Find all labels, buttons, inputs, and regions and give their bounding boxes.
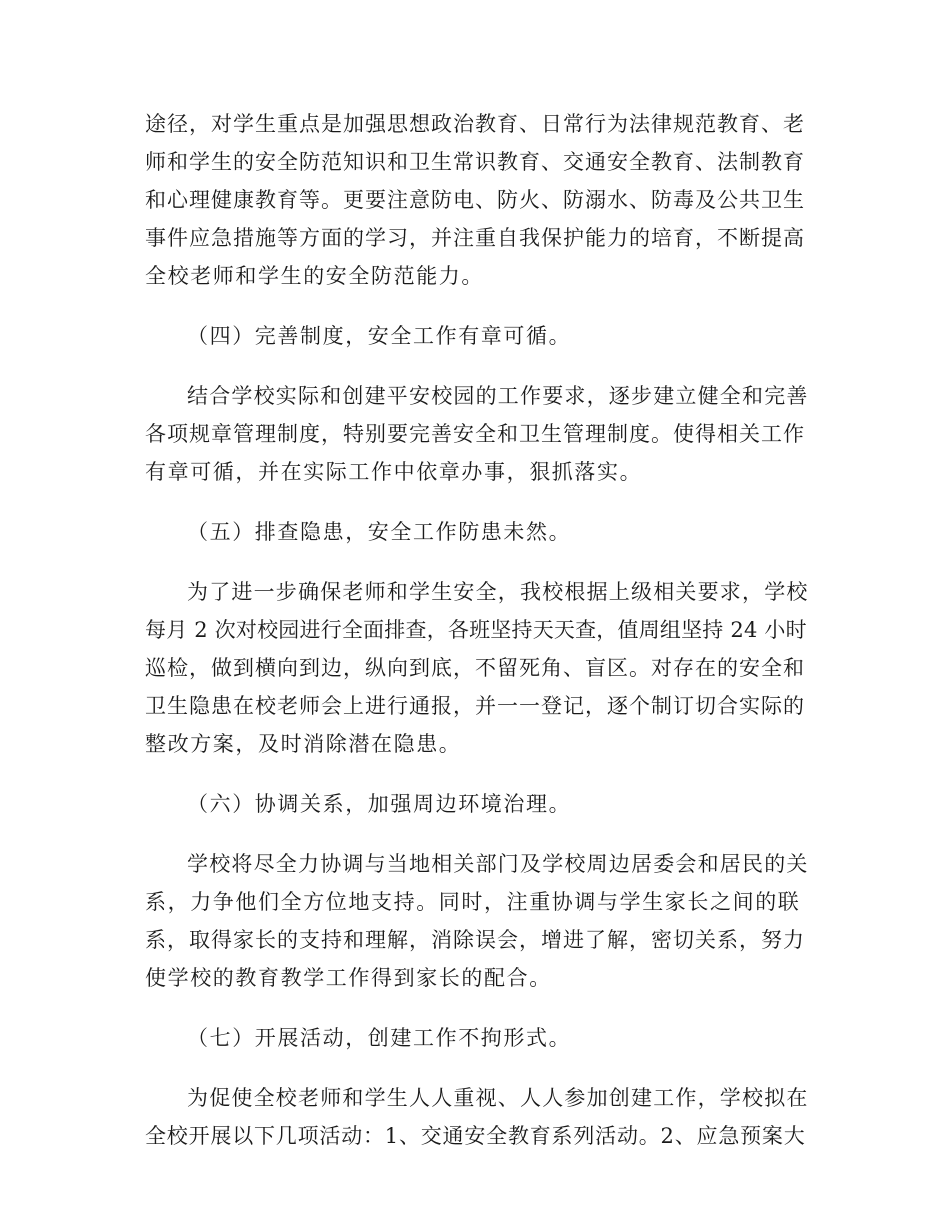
paragraph-line: 途径，对学生重点是加强思想政治教育、日常行为法律规范教育、老: [145, 112, 805, 136]
heading-text: （四）完善制度，安全工作有章可循。: [187, 324, 572, 348]
paragraph-safety-education: [145, 105, 810, 295]
paragraph-line: 和心理健康教育等。更要注意防电、防火、防溺水、防毒及公共卫生: [145, 188, 805, 212]
section-heading-4: [145, 317, 810, 355]
paragraph-line: 全校开展以下几项活动：1、交通安全教育系列活动。2、应急预案大: [145, 1124, 806, 1148]
paragraph-line: 巡检，做到横向到边，纵向到底，不留死角、盲区。对存在的安全和: [145, 656, 805, 680]
paragraph-line: 系，取得家长的支持和理解，消除误会，增进了解，密切关系，努力: [145, 928, 805, 952]
paragraph-line: 整改方案，及时消除潜在隐患。: [145, 732, 462, 756]
paragraph-line: 有章可循，并在实际工作中依章办事，狠抓落实。: [145, 460, 643, 484]
paragraph-line: 各项规章管理制度，特别要完善安全和卫生管理制度。使得相关工作: [145, 422, 805, 446]
paragraph-line: 学校将尽全力协调与当地相关部门及学校周边居委会和居民的关: [187, 852, 809, 876]
paragraph-line: 为促使全校老师和学生人人重视、人人参加创建工作，学校拟在: [187, 1086, 809, 1110]
paragraph-hazard-inspection: [145, 573, 810, 763]
paragraph-line: 卫生隐患在校老师会上进行通报，并一一登记，逐个制订切合实际的: [145, 694, 805, 718]
paragraph-line: 全校老师和学生的安全防范能力。: [145, 264, 484, 288]
paragraph-line: 为了进一步确保老师和学生安全，我校根据上级相关要求，学校: [187, 580, 809, 604]
section-heading-6: [145, 785, 810, 823]
paragraph-regulations: [145, 377, 810, 491]
section-heading-5: [145, 513, 810, 551]
paragraph-coordination: [145, 845, 810, 997]
heading-text: （六）协调关系，加强周边环境治理。: [187, 792, 572, 816]
heading-text: （五）排查隐患，安全工作防患未然。: [187, 520, 572, 544]
paragraph-line: 使学校的教育教学工作得到家长的配合。: [145, 966, 552, 990]
paragraph-line: 结合学校实际和创建平安校园的工作要求，逐步建立健全和完善: [187, 384, 809, 408]
paragraph-activities: [145, 1079, 810, 1155]
heading-text: （七）开展活动，创建工作不拘形式。: [187, 1026, 572, 1050]
section-heading-7: [145, 1019, 810, 1057]
document-body: [145, 105, 810, 1155]
paragraph-line: 事件应急措施等方面的学习，并注重自我保护能力的培育，不断提高: [145, 226, 805, 250]
paragraph-line: 师和学生的安全防范知识和卫生常识教育、交通安全教育、法制教育: [145, 150, 805, 174]
paragraph-line: 系，力争他们全方位地支持。同时，注重协调与学生家长之间的联: [145, 890, 801, 914]
paragraph-line: 每月 2 次对校园进行全面排查，各班坚持天天查，值周组坚持 24 小时: [145, 618, 807, 642]
